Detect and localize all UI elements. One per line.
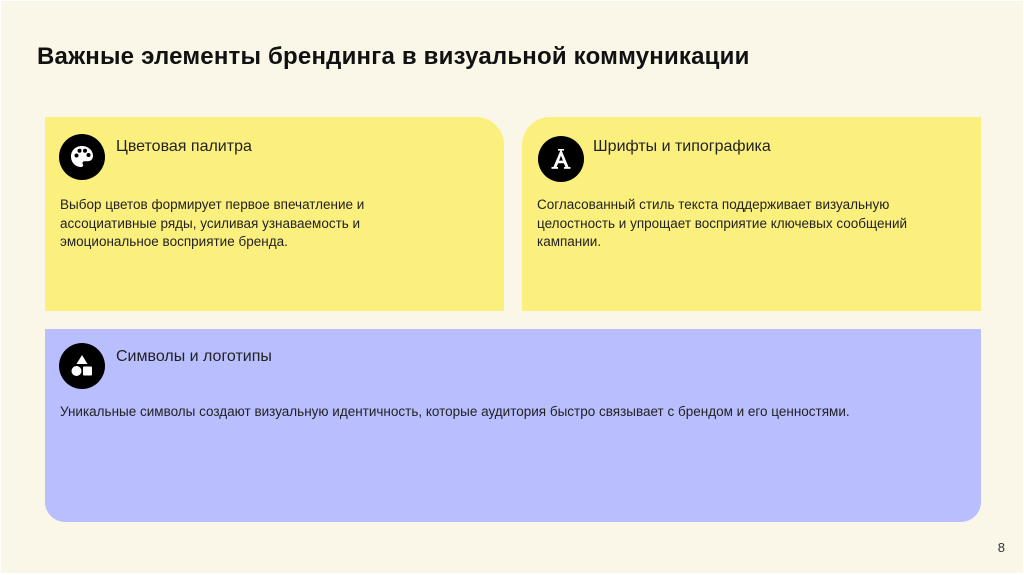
- card-title: Символы и логотипы: [116, 348, 272, 365]
- slide: [1, 1, 1023, 573]
- card-text: Уникальные символы создают визуальную идентичность, которые аудитория быстро связывает с брендом и его ценностями.: [60, 404, 850, 419]
- palette-icon: [59, 134, 105, 180]
- card-symbols-logos: [45, 329, 981, 522]
- card-title: Шрифты и типографика: [593, 138, 771, 155]
- card-typography: [522, 117, 981, 311]
- card-text: Выбор цветов формирует первое впечатление и ассоциативные ряды, усиливая узнаваемость и эмоциональное восприятие бренда.: [60, 197, 365, 249]
- slide-title: Важные элементы брендинга в визуальной коммуникации: [37, 43, 750, 70]
- shapes-icon: [59, 343, 105, 389]
- card-color-palette: [45, 117, 504, 311]
- font-letter-icon: [538, 136, 584, 182]
- card-text: Согласованный стиль текста поддерживает визуальную целостность и упрощает восприятие ключевых сообщений кампании.: [537, 197, 908, 249]
- card-title: Цветовая палитра: [116, 138, 252, 155]
- page-number: 8: [997, 540, 1005, 555]
